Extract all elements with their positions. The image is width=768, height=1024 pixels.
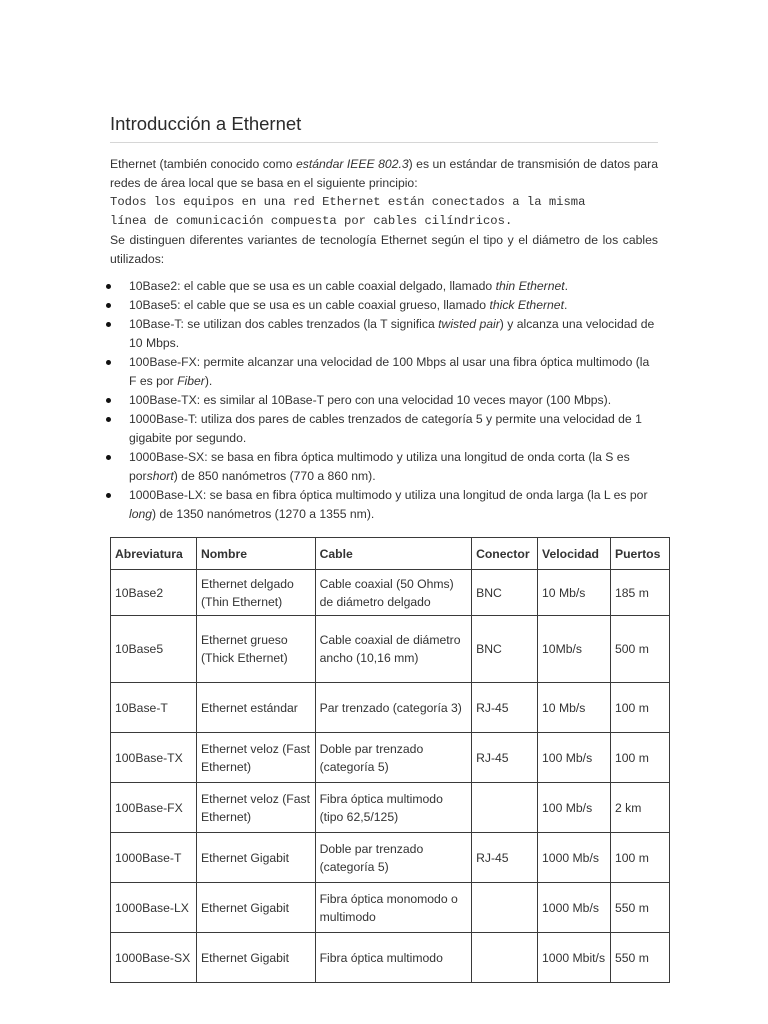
intro-text-after: ) es un estándar de transmisión de datos para redes de área local que se basa en el siguiente principio:: [110, 157, 658, 190]
variant-list-item: [110, 410, 658, 448]
table-cell: Ethernet estándar: [196, 683, 315, 733]
table-row: [111, 570, 670, 616]
variant-text: 100Base-FX: permite alcanzar una velocidad de 100 Mbps al usar una fibra óptica multimodo (la F es por: [129, 355, 650, 388]
variant-text: 10Base5: el cable que se usa es un cable coaxial grueso, llamado: [129, 298, 490, 312]
column-header: Velocidad: [538, 538, 611, 570]
bullet-icon: [106, 303, 111, 308]
variant-list-item: [110, 277, 658, 296]
page-title: Introducción a Ethernet: [110, 112, 658, 143]
table-row: [111, 933, 670, 983]
variants-intro-paragraph: Se distinguen diferentes variantes de tecnología Ethernet según el tipo y el diámetro de los cables utilizados:: [110, 233, 658, 266]
table-cell: 1000Base-T: [111, 833, 197, 883]
variants-list: [110, 277, 658, 524]
table-cell: 10Base5: [111, 616, 197, 683]
table-cell: Fibra óptica monomodo o multimodo: [315, 883, 471, 933]
table-cell: 550 m: [610, 883, 669, 933]
intro-text-before: Ethernet (también conocido como: [110, 157, 296, 171]
variant-text: 1000Base-LX: se basa en fibra óptica multimodo y utiliza una longitud de onda larga (la L es por: [129, 488, 648, 502]
variant-text: 10Base2: el cable que se usa es un cable coaxial delgado, llamado: [129, 279, 496, 293]
table-cell: 500 m: [610, 616, 669, 683]
variant-text: 100Base-TX: es similar al 10Base-T pero con una velocidad 10 veces mayor (100 Mbps).: [129, 393, 612, 407]
column-header: Abreviatura: [111, 538, 197, 570]
table-cell: Fibra óptica multimodo: [315, 933, 471, 983]
variant-list-item: [110, 486, 658, 524]
variant-text-after: ) de 1350 nanómetros (1270 a 1355 nm).: [152, 507, 375, 521]
variant-text-emphasis: short: [146, 469, 174, 483]
table-cell: 100 m: [610, 733, 669, 783]
bullet-icon: [106, 360, 111, 365]
table-cell: 185 m: [610, 570, 669, 616]
bullet-icon: [106, 398, 111, 403]
table-row: [111, 883, 670, 933]
variant-list-item: [110, 315, 658, 353]
ethernet-variants-table: [110, 537, 670, 983]
principle-line-1: Todos los equipos en una red Ethernet están conectados a la misma: [110, 195, 586, 209]
table-cell: 1000 Mb/s: [538, 833, 611, 883]
table-cell: Doble par trenzado (categoría 5): [315, 733, 471, 783]
table-cell: 10 Mb/s: [538, 570, 611, 616]
table-cell: RJ-45: [472, 733, 538, 783]
table-cell: Cable coaxial (50 Ohms) de diámetro delgado: [315, 570, 471, 616]
variant-text-after: ) y alcanza una velocidad de 10 Mbps.: [129, 317, 655, 350]
table-cell: 10 Mb/s: [538, 683, 611, 733]
table-cell: 100 Mb/s: [538, 733, 611, 783]
table-cell: 100 m: [610, 683, 669, 733]
table-cell: Cable coaxial de diámetro ancho (10,16 mm): [315, 616, 471, 683]
table-cell: Par trenzado (categoría 3): [315, 683, 471, 733]
table-cell: Ethernet grueso (Thick Ethernet): [196, 616, 315, 683]
variant-text-after: ) de 850 nanómetros (770 a 860 nm).: [173, 469, 376, 483]
variant-text: 1000Base-SX: se basa en fibra óptica multimodo y utiliza una longitud de onda corta (la S es por: [129, 450, 630, 483]
table-body: [111, 570, 670, 983]
variant-text-emphasis: thick Ethernet: [489, 298, 564, 312]
variant-list-item: [110, 448, 658, 486]
bullet-icon: [106, 284, 111, 289]
principle-line-2: línea de comunicación compuesta por cables cilíndricos.: [110, 214, 513, 228]
intro-text-emphasis: estándar IEEE 802.3: [295, 157, 409, 171]
table-cell: BNC: [472, 570, 538, 616]
table-cell: 1000Base-SX: [111, 933, 197, 983]
variant-text-after: .: [564, 279, 569, 293]
variant-list-item: [110, 353, 658, 391]
variant-text-after: ).: [204, 374, 213, 388]
table-cell: [472, 883, 538, 933]
table-cell: 10Base2: [111, 570, 197, 616]
article-content: [110, 112, 658, 524]
table-header-row: [111, 538, 670, 570]
table-cell: RJ-45: [472, 833, 538, 883]
column-header: Puertos: [610, 538, 669, 570]
table-cell: 550 m: [610, 933, 669, 983]
variant-text-emphasis: thin Ethernet: [495, 279, 565, 293]
bullet-icon: [106, 417, 111, 422]
variant-list-item: [110, 391, 658, 410]
table-cell: Ethernet Gigabit: [196, 883, 315, 933]
column-header: Nombre: [196, 538, 315, 570]
table-row: [111, 783, 670, 833]
table-cell: Fibra óptica multimodo (tipo 62,5/125): [315, 783, 471, 833]
table-cell: BNC: [472, 616, 538, 683]
table-cell: 100Base-FX: [111, 783, 197, 833]
table-row: [111, 616, 670, 683]
table-cell: [472, 933, 538, 983]
table-cell: Ethernet veloz (Fast Ethernet): [196, 783, 315, 833]
table-cell: 1000 Mb/s: [538, 883, 611, 933]
table-cell: 100 m: [610, 833, 669, 883]
variant-text: 1000Base-T: utiliza dos pares de cables trenzados de categoría 5 y permite una velocidad de 1 gigabite por segundo.: [129, 412, 642, 445]
variant-text-emphasis: long: [129, 507, 153, 521]
bullet-icon: [106, 322, 111, 327]
table-row: [111, 733, 670, 783]
intro-paragraph: [110, 155, 658, 193]
table-cell: Ethernet Gigabit: [196, 933, 315, 983]
table-cell: [472, 783, 538, 833]
table-row: [111, 683, 670, 733]
bullet-icon: [106, 493, 111, 498]
table-cell: RJ-45: [472, 683, 538, 733]
variant-text-emphasis: twisted pair: [438, 317, 500, 331]
variant-list-item: [110, 296, 658, 315]
table-row: [111, 833, 670, 883]
table-cell: Ethernet veloz (Fast Ethernet): [196, 733, 315, 783]
table-cell: Ethernet Gigabit: [196, 833, 315, 883]
column-header: Cable: [315, 538, 471, 570]
table-cell: Doble par trenzado (categoría 5): [315, 833, 471, 883]
table-cell: 10Base-T: [111, 683, 197, 733]
bullet-icon: [106, 455, 111, 460]
table-cell: Ethernet delgado (Thin Ethernet): [196, 570, 315, 616]
table-cell: 1000 Mbit/s: [538, 933, 611, 983]
variant-text-after: .: [563, 298, 568, 312]
table-cell: 1000Base-LX: [111, 883, 197, 933]
column-header: Conector: [472, 538, 538, 570]
variant-text-emphasis: Fiber: [177, 374, 205, 388]
table-cell: 100Base-TX: [111, 733, 197, 783]
table-cell: 2 km: [610, 783, 669, 833]
table-cell: 100 Mb/s: [538, 783, 611, 833]
variant-text: 10Base-T: se utilizan dos cables trenzados (la T significa: [129, 317, 439, 331]
table-cell: 10Mb/s: [538, 616, 611, 683]
